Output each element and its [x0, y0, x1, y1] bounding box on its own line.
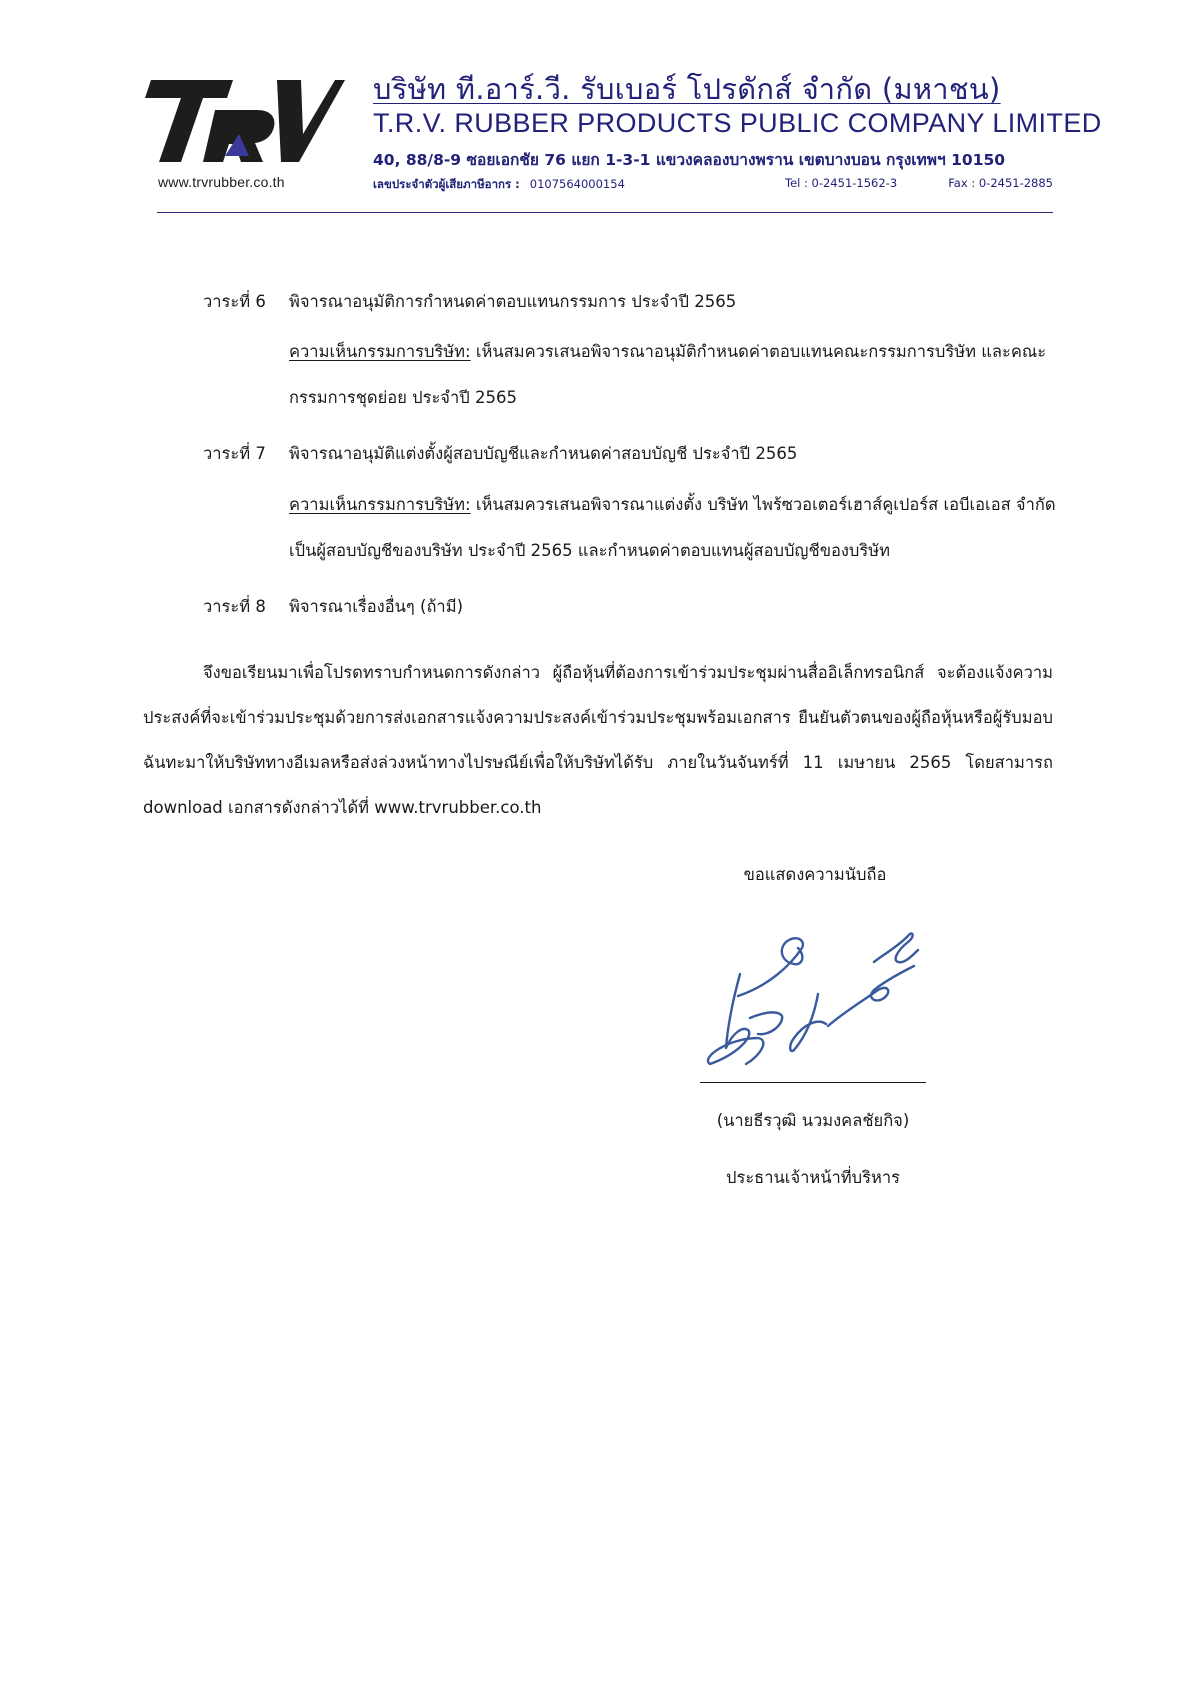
closing-paragraph: จึงขอเรียนมาเพื่อโปรดทราบกำหนดการดังกล่าว ผู้ถือหุ้นที่ต้องการเข้าร่วมประชุมผ่านสื่ออิเล็กทรอนิกส์ จะต้องแจ้งความประสงค์ที่จะเข้าร่วมประชุมด้วยการส่งเอกสารแจ้งความประสงค์เข้าร่วมประชุมพร้อมเอกสาร ยืนยันตัวตนของผู้ถือหุ้นหรือผู้รับมอบฉันทะมาให้บริษัททางอีเมลหรือส่งล่วงหน้าทางไปรษณีย์เพื่อให้บริษัทได้รับ ภายในวันจันทร์ที่ 11 เมษายน 2565 โดยสามารถ download เอกสารดังกล่าวได้ที่ www.trvrubber.co.th — [143, 663, 1053, 817]
company-website: www.trvrubber.co.th — [158, 174, 285, 190]
signature-line — [700, 1082, 926, 1083]
tax-id-label: เลขประจำตัวผู้เสียภาษีอากร : — [373, 177, 520, 191]
agenda-6-opinion-text: เห็นสมควรเสนอพิจารณาอนุมัติกำหนดค่าตอบแทนคณะกรรมการบริษัท และคณะกรรมการชุดย่อย ประจำปี 2565 — [289, 342, 1047, 407]
agenda-6-number: วาระที่ 6 — [203, 292, 266, 311]
agenda-6-opinion-label: ความเห็นกรรมการบริษัท: — [289, 342, 471, 361]
company-name-thai: บริษัท ที.อาร์.วี. รับเบอร์ โปรดักส์ จำกัด (มหาชน) — [373, 72, 1001, 106]
agenda-7-title: พิจารณาอนุมัติแต่งตั้งผู้สอบบัญชีและกำหนดค่าสอบบัญชี ประจำปี 2565 — [289, 444, 798, 463]
header-divider — [157, 212, 1053, 213]
tax-id-number: 0107564000154 — [529, 177, 625, 191]
signer-title: ประธานเจ้าหน้าที่บริหาร — [725, 1168, 901, 1187]
agenda-7-number: วาระที่ 7 — [203, 444, 266, 463]
agenda-8-number: วาระที่ 8 — [203, 597, 266, 616]
signature-image — [698, 926, 948, 1076]
telephone: Tel : 0-2451-1562-3 — [785, 176, 898, 190]
agenda-7-opinion-label: ความเห็นกรรมการบริษัท: — [289, 495, 471, 514]
salutation: ขอแสดงความนับถือ — [743, 865, 887, 884]
contact-row — [373, 176, 1053, 194]
agenda-6-opinion — [289, 329, 1059, 421]
signer-name: (นายธีรวุฒิ นวมงคลชัยกิจ) — [716, 1111, 910, 1130]
company-name-english: T.R.V. RUBBER PRODUCTS PUBLIC COMPANY LIMITED — [373, 108, 1102, 138]
fax: Fax : 0-2451-2885 — [948, 176, 1053, 190]
agenda-7-opinion-text: เห็นสมควรเสนอพิจารณาแต่งตั้ง บริษัท ไพร้ซวอเตอร์เฮาส์คูเปอร์ส เอบีเอเอส จำกัด เป็นผู้สอบบัญชีของบริษัท ประจำปี 2565 และกำหนดค่าตอบแทนผู้สอบบัญชีของบริษัท — [289, 495, 1056, 560]
agenda-8-title: พิจารณาเรื่องอื่นๆ (ถ้ามี) — [289, 597, 464, 616]
company-address: 40, 88/8-9 ซอยเอกชัย 76 แยก 1-3-1 แขวงคลองบางพราน เขตบางบอน กรุงเทพฯ 10150 — [373, 151, 1006, 169]
agenda-7-opinion — [289, 482, 1059, 574]
agenda-6-title: พิจารณาอนุมัติการกำหนดค่าตอบแทนกรรมการ ประจำปี 2565 — [289, 292, 737, 311]
trv-logo — [145, 76, 345, 166]
